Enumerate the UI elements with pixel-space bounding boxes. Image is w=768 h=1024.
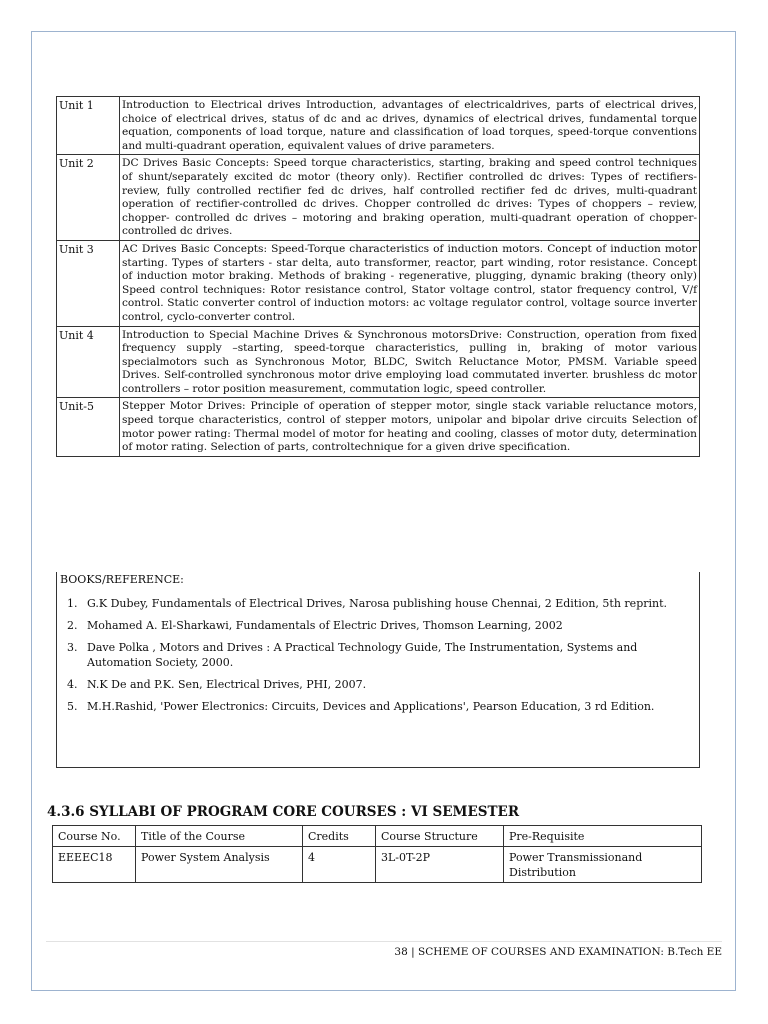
page-footer: 38 | SCHEME OF COURSES AND EXAMINATION: B.Tech EE <box>394 946 722 958</box>
books-reference-section <box>56 572 700 768</box>
table-row <box>57 155 700 241</box>
unit-label: Unit 1 <box>57 97 120 155</box>
list-number: 4. <box>67 678 78 691</box>
list-number: 1. <box>67 597 78 610</box>
table-header-row <box>53 826 702 847</box>
section-title: 4.3.6 SYLLABI OF PROGRAM CORE COURSES : VI SEMESTER <box>47 804 520 820</box>
list-item <box>67 618 693 633</box>
column-header: Course No. <box>53 826 136 847</box>
unit-description: Introduction to Special Machine Drives & Synchronous motorsDrive: Construction, operation from fixed frequency supply –starting, speed-torque characteristics, pulling in, braking of motor various specialmotors such as Synchronous Motor, BLDC, Switch Reluctance Motor, PMSM. Variable speed Drives. Self-controlled synchronous motor drive employing load commutated inverter. brushless dc motor controllers – rotor position measurement, commutation logic, speed controller. <box>120 326 700 398</box>
table-row <box>57 97 700 155</box>
list-number: 3. <box>67 641 78 654</box>
column-header: Title of the Course <box>136 826 303 847</box>
units-table <box>56 96 700 457</box>
unit-label: Unit 2 <box>57 155 120 241</box>
reference-text: Dave Polka , Motors and Drives : A Practical Technology Guide, The Instrumentation, Systems and Automation Society, 2000. <box>87 641 638 669</box>
column-header: Pre-Requisite <box>504 826 702 847</box>
unit-label: Unit-5 <box>57 398 120 456</box>
reference-text: Mohamed A. El-Sharkawi, Fundamentals of Electric Drives, Thomson Learning, 2002 <box>87 619 563 632</box>
unit-label: Unit 3 <box>57 240 120 326</box>
unit-description: Stepper Motor Drives: Principle of operation of stepper motor, single stack variable reluctance motors, speed torque characteristics, control of stepper motors, unipolar and bipolar drive circuits Selection of motor power rating: Thermal model of motor for heating and cooling, classes of motor duty, determination of motor rating. Selection of parts, controltechnique for a given drive specification. <box>120 398 700 456</box>
footer-divider <box>46 941 722 942</box>
books-title: BOOKS/REFERENCE: <box>60 573 184 586</box>
table-row <box>57 326 700 398</box>
table-cell: 3L-0T-2P <box>376 847 504 883</box>
list-number: 5. <box>67 700 78 713</box>
courses-table <box>52 825 702 883</box>
unit-label: Unit 4 <box>57 326 120 398</box>
table-row <box>57 398 700 456</box>
table-cell: Power System Analysis <box>136 847 303 883</box>
column-header: Credits <box>303 826 376 847</box>
table-cell: 4 <box>303 847 376 883</box>
list-item <box>67 596 693 611</box>
books-list <box>67 596 693 721</box>
table-row <box>53 847 702 883</box>
table-cell: EEEEC18 <box>53 847 136 883</box>
list-number: 2. <box>67 619 78 632</box>
reference-text: N.K De and P.K. Sen, Electrical Drives, PHI, 2007. <box>87 678 367 691</box>
table-cell: Power Transmissionand Distribution <box>504 847 702 883</box>
reference-text: M.H.Rashid, 'Power Electronics: Circuits, Devices and Applications', Pearson Education, 3 rd Edition. <box>87 700 655 713</box>
column-header: Course Structure <box>376 826 504 847</box>
list-item <box>67 640 693 670</box>
unit-description: AC Drives Basic Concepts: Speed-Torque characteristics of induction motors. Concept of induction motor starting. Types of starters - star delta, auto transformer, reactor, part winding, rotor resistance. Concept of induction motor braking. Methods of braking - regenerative, plugging, dynamic braking (theory only) Speed control techniques: Rotor resistance control, Stator voltage control, stator frequency control, V/f control. Static converter control of induction motors: ac voltage regulator control, voltage source inverter control, cyclo-converter control. <box>120 240 700 326</box>
unit-description: Introduction to Electrical drives Introduction, advantages of electricaldrives, parts of electrical drives, choice of electrical drives, status of dc and ac drives, dynamics of electrical drives, fundamental torque equation, components of load torque, nature and classification of load torques, speed-torque conventions and multi-quadrant operation, equivalent values of drive parameters. <box>120 97 700 155</box>
unit-description: DC Drives Basic Concepts: Speed torque characteristics, starting, braking and speed control techniques of shunt/separately excited dc motor (theory only). Rectifier controlled dc drives: Types of rectifiers- review, fully controlled rectifier fed dc drives, half controlled rectifier fed dc drives, multi-quadrant operation of rectifier-controlled dc drives. Chopper controlled dc drives: Types of choppers – review, chopper- controlled dc drives – motoring and braking operation, multi-quadrant operation of chopper-controlled dc drives. <box>120 155 700 241</box>
reference-text: G.K Dubey, Fundamentals of Electrical Drives, Narosa publishing house Chennai, 2 Edition, 5th reprint. <box>87 597 668 610</box>
table-row <box>57 240 700 326</box>
list-item <box>67 677 693 692</box>
list-item <box>67 699 693 714</box>
